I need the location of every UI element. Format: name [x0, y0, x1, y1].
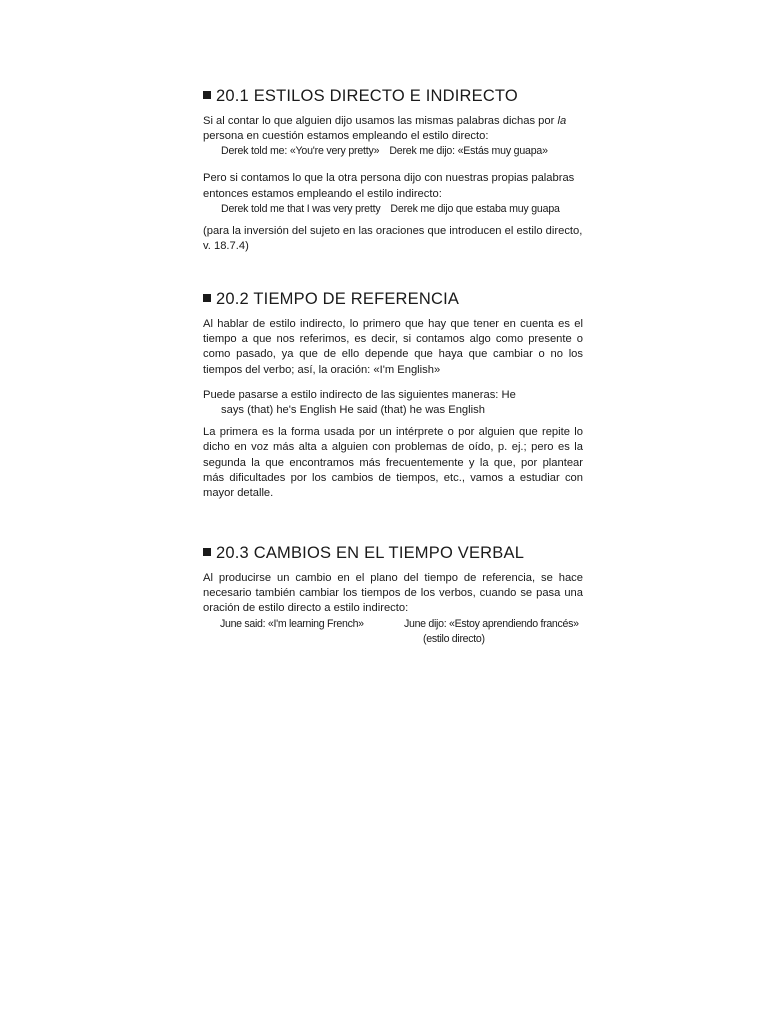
section-title: 20.2 TIEMPO DE REFERENCIA: [216, 290, 460, 308]
paragraph-text: Si al contar lo que alguien dijo usamos las mismas palabras dichas por: [203, 115, 558, 127]
paragraph-text: says (that) he's English He said (that) he was English: [221, 404, 485, 417]
example-spanish: Derek me dijo que estaba muy guapa: [390, 202, 560, 215]
example-line: [203, 144, 583, 159]
square-bullet-icon: [203, 548, 211, 556]
example-spanish: June dijo: «Estoy aprendiendo francés»: [404, 617, 579, 630]
paragraph: (para la inversión del sujeto en las oraciones que introducen el estilo directo, v. 18.7.4): [203, 224, 583, 253]
example-line: [203, 202, 583, 217]
square-bullet-icon: [203, 294, 211, 302]
section-heading: [203, 544, 583, 563]
paragraph-text: Puede pasarse a estilo indirecto de las siguientes maneras: He: [203, 388, 516, 401]
section-heading: [203, 290, 583, 309]
example-english: Derek told me that I was very pretty: [221, 202, 381, 215]
paragraph: La primera es la forma usada por un intérprete o por alguien que repite lo dicho en voz más alta a alguien con problemas de oído, p. ej.; pero es la segunda la que encontramos más frecuentemente y la que, por plantear más dificultades por los cambios de tiempos, etc., vamos a estudiar con mayor detalle.: [203, 426, 583, 500]
section-title: 20.1 ESTILOS DIRECTO E INDIRECTO: [216, 87, 518, 105]
paragraph: Al hablar de estilo indirecto, lo primero que hay que tener en cuenta es el tiempo a que nos referimos, es decir, si contamos algo como presente o como pasado, ya que de ello depende que haya que cambiar o no los tiempos del verbo; así, la oración: «I'm English»: [203, 318, 583, 376]
section-20-1: [203, 87, 583, 254]
paragraph-text: persona en cuestión estamos empleando el estilo directo:: [203, 130, 489, 143]
example-english: Derek told me: «You're very pretty»: [221, 145, 380, 158]
paragraph: Al producirse un cambio en el plano del tiempo de referencia, se hace necesario también cambiar los tiempos de los verbos, cuando se pasa una oración de estilo directo a estilo indirecto:: [203, 572, 583, 615]
section-heading: [203, 87, 583, 106]
paragraph: Pero si contamos lo que la otra persona dijo con nuestras propias palabras entonces estamos empleando el estilo indirecto:: [203, 172, 575, 200]
paragraph: [203, 114, 583, 144]
example-note: (estilo directo): [423, 632, 485, 645]
square-bullet-icon: [203, 91, 211, 99]
paragraph: [203, 388, 583, 418]
section-20-2: [203, 290, 583, 501]
section-title: 20.3 CAMBIOS EN EL TIEMPO VERBAL: [216, 544, 525, 562]
italic-text: la: [557, 115, 567, 127]
section-20-3: [203, 544, 583, 647]
example-block: [203, 617, 583, 647]
example-spanish: Derek me dijo: «Estás muy guapa»: [389, 145, 548, 158]
example-english: June said: «I'm learning French»: [220, 617, 364, 630]
